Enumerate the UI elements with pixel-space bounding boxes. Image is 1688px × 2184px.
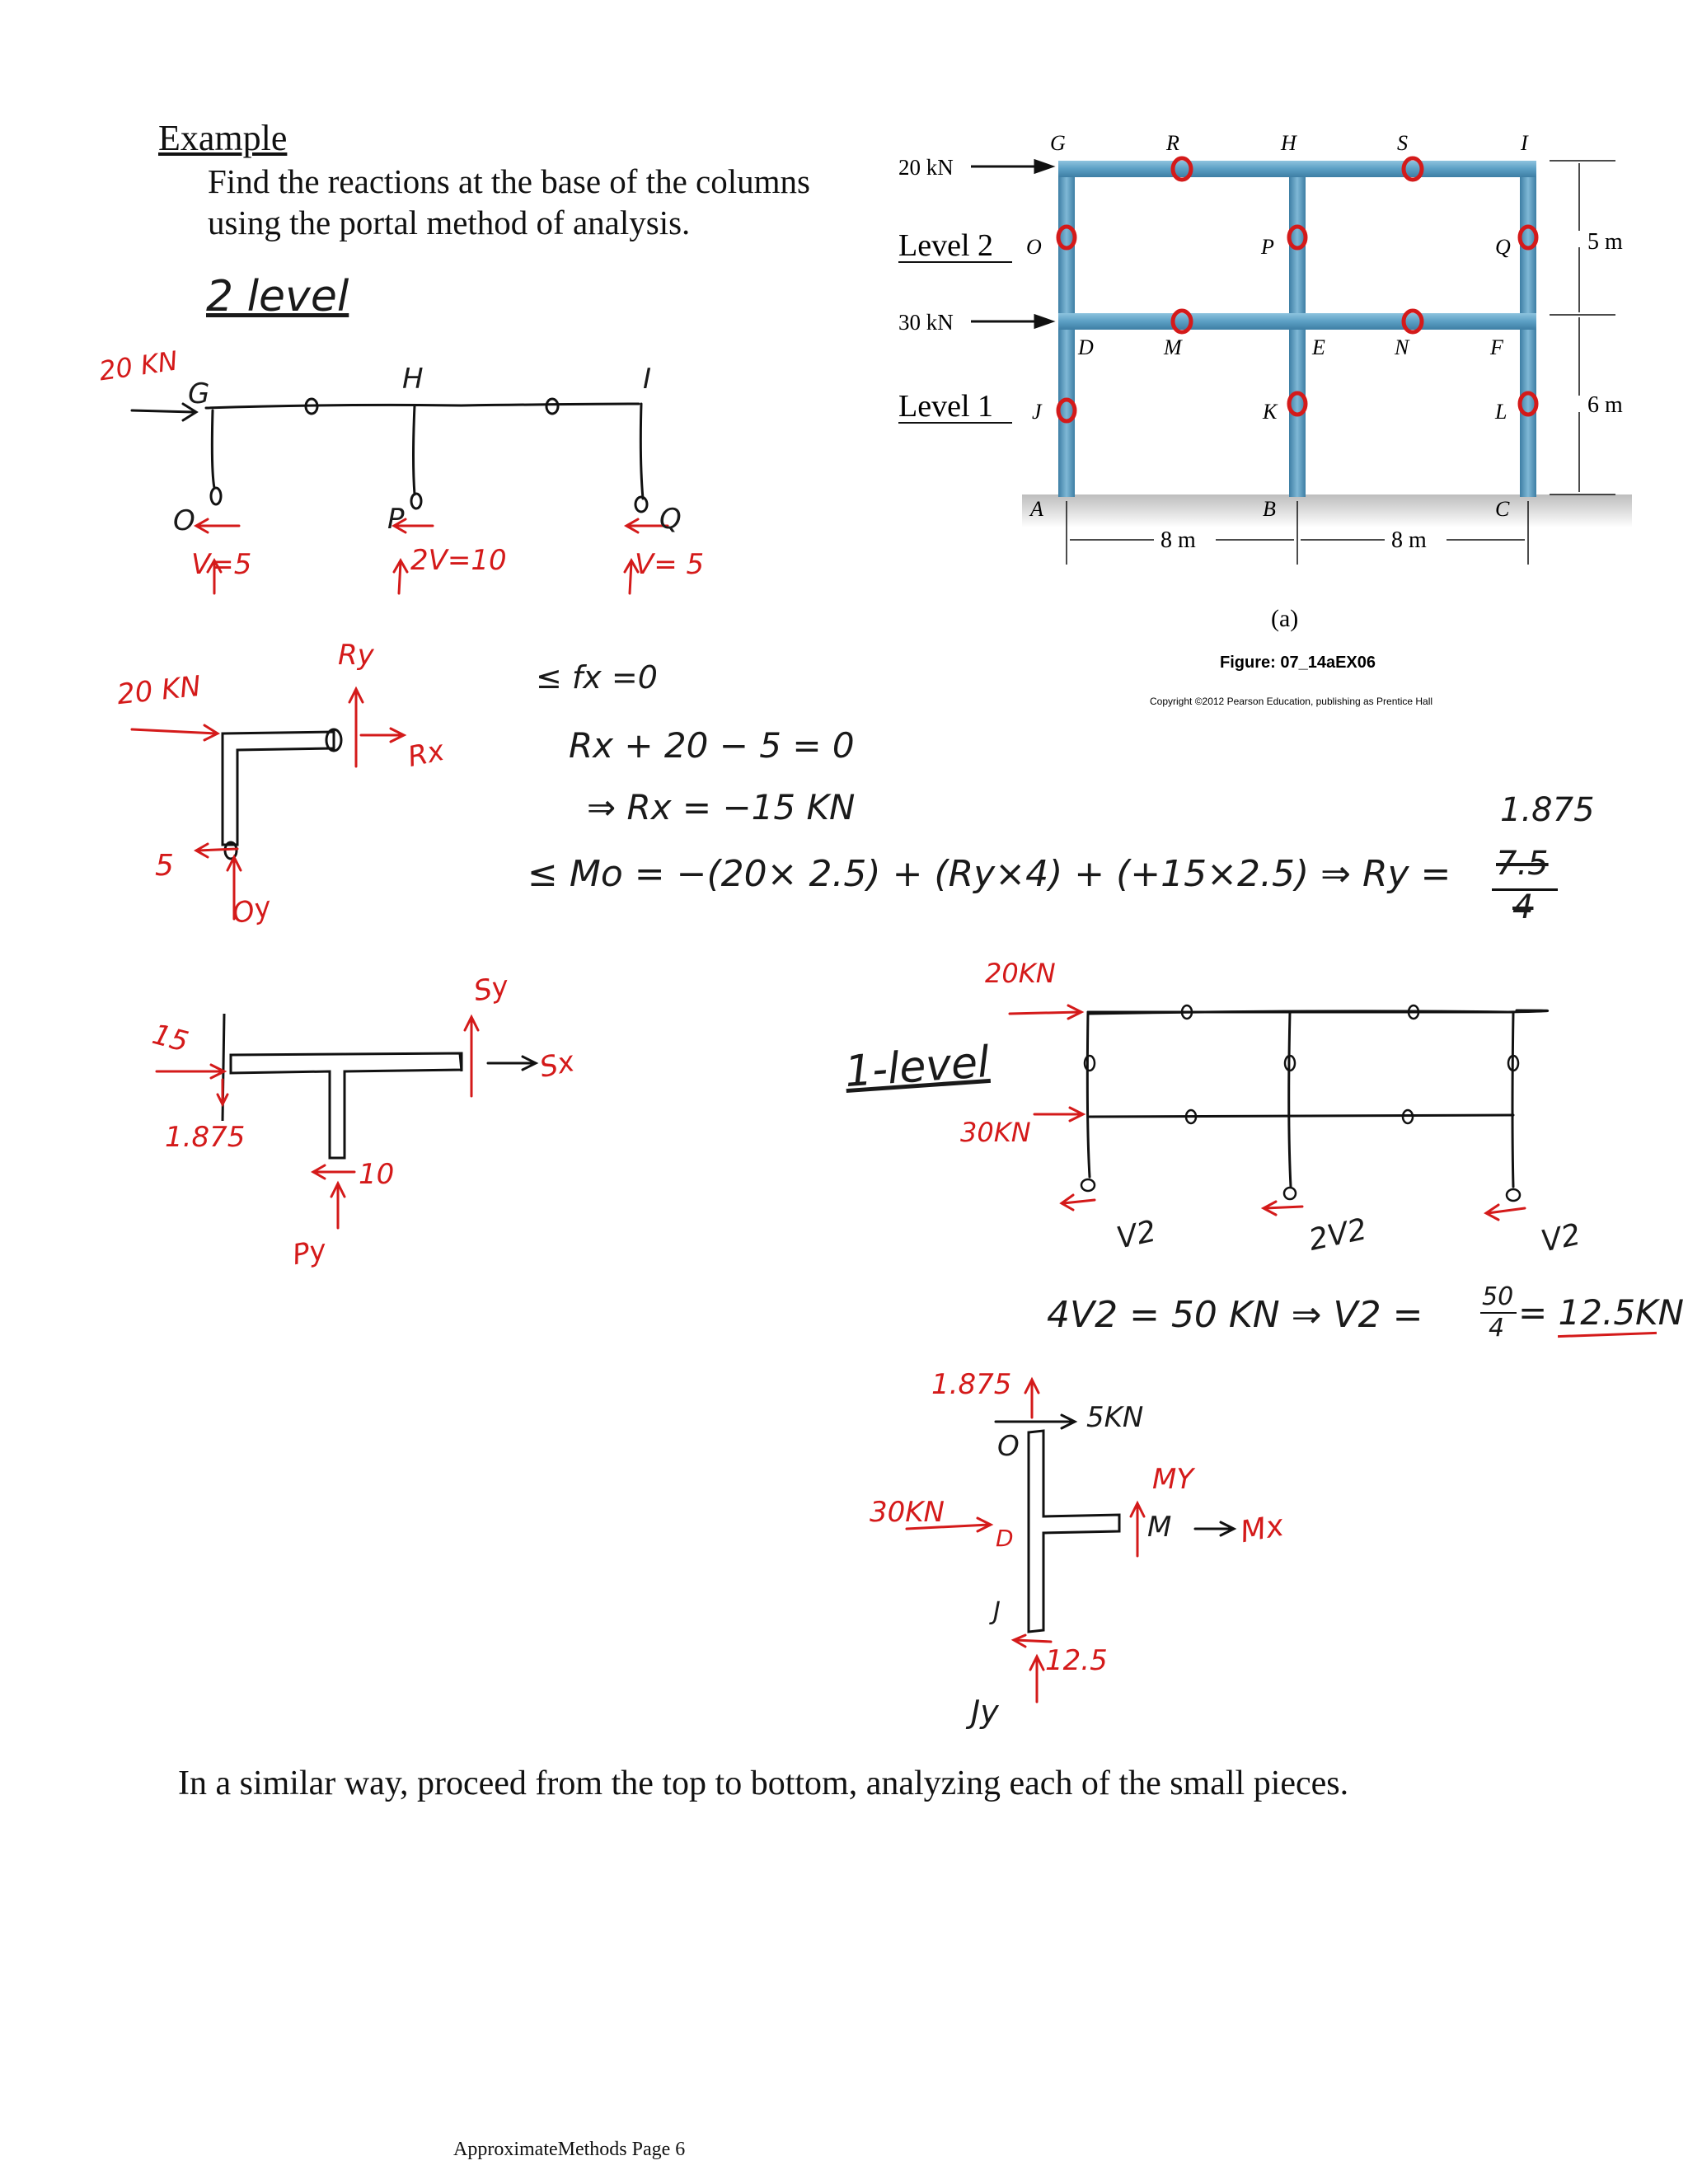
example-title: Example (158, 118, 288, 158)
problem-statement-line1: Find the reactions at the base of the columns (208, 162, 810, 200)
shear-frac-den: 4 (1489, 1314, 1505, 1343)
fbd-ry: Ry (338, 639, 374, 672)
portal-frame-figure (890, 124, 1632, 733)
node-i: I (643, 363, 652, 396)
lower-m: M (1147, 1511, 1172, 1544)
shear-p: 2V=10 (410, 544, 507, 577)
eq-ry-value: 1.875 (1500, 791, 1595, 829)
hinge-p: P (1261, 235, 1274, 259)
two-level-heading: 2 level (206, 272, 349, 321)
eq-ry-numerator: 7.5 (1496, 845, 1549, 883)
lower-my: MY (1152, 1463, 1194, 1496)
lower-d: D (996, 1525, 1014, 1552)
ground-strip (1022, 494, 1632, 527)
hinge-l: L (1495, 400, 1507, 424)
joint-s: S (1397, 131, 1408, 155)
fbd-left-load: 20 KN (115, 669, 203, 712)
lower-jy: Jy (971, 1694, 999, 1730)
shear-o: V=5 (191, 548, 252, 581)
page-footer: ApproximateMethods Page 6 (453, 2139, 686, 2160)
node-p: P (387, 503, 405, 536)
problem-statement-line2: using the portal method of analysis. (208, 204, 691, 241)
lower-shear: 12.5 (1045, 1644, 1108, 1677)
node-q: Q (659, 503, 682, 536)
one-level-heading: 1-level (843, 1037, 992, 1098)
hinge-k: K (1263, 400, 1278, 424)
level1-label: Level 1 (898, 389, 994, 424)
one-level-shear-center: 2V2 (1306, 1212, 1370, 1258)
level2-label: Level 2 (898, 228, 994, 263)
support-a: A (1030, 497, 1043, 521)
beam-middle (1058, 313, 1536, 330)
joint-r: R (1166, 131, 1179, 155)
lower-top-value: 1.875 (931, 1368, 1012, 1401)
tee-py: Py (289, 1233, 329, 1272)
one-level-shear-right: V2 (1538, 1217, 1584, 1259)
load-arrow-top (971, 161, 1052, 172)
eq-rx: Rx + 20 − 5 = 0 (569, 725, 855, 766)
one-level-shear-left: V2 (1114, 1214, 1160, 1256)
shear-q: V= 5 (635, 548, 705, 581)
lower-mx: Mx (1237, 1508, 1287, 1550)
hinge-q: Q (1495, 235, 1511, 259)
tee-sx: Sx (537, 1045, 578, 1085)
joint-n: N (1395, 335, 1409, 359)
tee-left-value: 1.875 (165, 1121, 246, 1154)
tee-sy: Sy (471, 969, 511, 1009)
fbd-oy: Oy (229, 890, 274, 931)
eq-moment: ≤ Mo = −(20× 2.5) + (Ry×4) + (+15×2.5) ⇒ Ry = (528, 853, 1451, 895)
beam-top (1058, 161, 1536, 177)
height-bottom-label: 6 m (1587, 392, 1623, 418)
support-b: B (1263, 497, 1276, 521)
fbd-rx: Rx (405, 733, 448, 775)
joint-e: E (1312, 335, 1325, 359)
height-dimension (1550, 161, 1615, 494)
joint-m: M (1164, 335, 1182, 359)
lower-top-shear: 5KN (1086, 1401, 1144, 1434)
joint-f: F (1490, 335, 1503, 359)
shear-equation: 4V2 = 50 KN ⇒ V2 = (1047, 1294, 1423, 1336)
closing-note: In a similar way, proceed from the top to bottom, analyzing each of the small pieces. (178, 1765, 1349, 1802)
tee-shear: 10 (359, 1158, 395, 1191)
figure-copyright: Copyright ©2012 Pearson Education, publishing as Prentice Hall (1150, 696, 1433, 707)
joint-h: H (1281, 131, 1296, 155)
hinge-j: J (1032, 400, 1042, 424)
joint-d: D (1078, 335, 1094, 359)
joint-g: G (1050, 131, 1066, 155)
node-o: O (173, 504, 195, 537)
figure-caption: Figure: 07_14aEX06 (1220, 654, 1376, 672)
lower-load: 30KN (870, 1496, 945, 1529)
support-c: C (1495, 497, 1510, 521)
eq-sum-fx: ≤ fx =0 (536, 659, 658, 696)
joint-i: I (1521, 131, 1528, 155)
hinge-o: O (1026, 235, 1042, 259)
load-top-label: 20 kN (898, 155, 954, 180)
lower-o: O (997, 1430, 1020, 1463)
eq-rx-result: ⇒ Rx = −15 KN (587, 787, 856, 827)
lower-j: J (993, 1597, 1001, 1626)
tee-load: 15 (148, 1018, 192, 1059)
figure-part-label: (a) (1271, 605, 1299, 632)
shear-result: = 12.5KN (1518, 1292, 1685, 1333)
load-arrow-middle (971, 316, 1052, 327)
height-top-label: 5 m (1587, 229, 1623, 255)
span-left-label: 8 m (1160, 527, 1196, 553)
span-right-label: 8 m (1391, 527, 1427, 553)
node-g: G (188, 377, 210, 410)
shear-frac-num: 50 (1482, 1282, 1514, 1311)
node-h: H (402, 363, 424, 396)
two-level-load: 20 KN (96, 344, 180, 387)
eq-ry-denominator: 4 (1512, 888, 1534, 926)
load-middle-label: 30 kN (898, 310, 954, 335)
one-level-load-top: 20KN (985, 958, 1056, 989)
one-level-load-mid: 30KN (960, 1117, 1031, 1148)
fbd-left-shear: 5 (155, 849, 174, 883)
